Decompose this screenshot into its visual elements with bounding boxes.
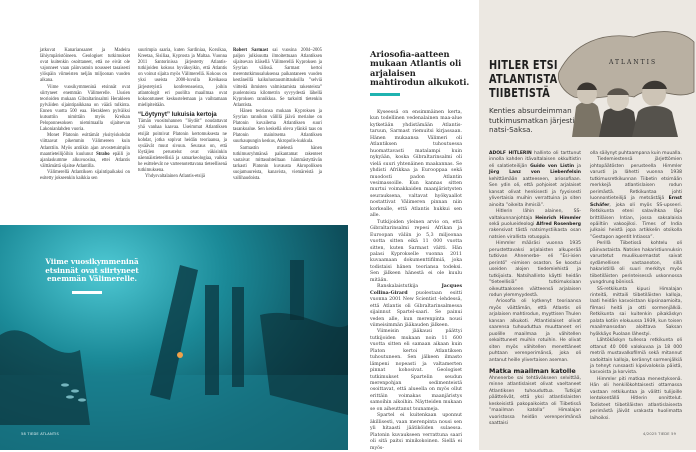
text-run: suurimpia saaria, kuten Sardiniaa, Korsikaa, Kreetaa, Sisiliaa, Kyprosta ja Maltaa. Vuonna 2011 Santorinissa järjestetty Atlantis-tutkijoiden kokous hyväksyikin, että Atlantis on voinut sijaita myös Välimerellä. Kokous on yksi useista 2000-luvulla Kreikassa järjestetyistä konferensseista, joihin atlantologit eri puolilta maailmaa ovat kokoontuneet keskustelemaan ja vaihtamaan mielipiteitään. — [138, 48, 227, 108]
paragraph — [233, 109, 322, 146]
text-run: Välimerellä Atlantiksen sijaintipaikaksi on esitetty jokseenkin kaikkia sen — [40, 169, 130, 181]
sidebar-title-line: HITLER ETSI — [489, 57, 558, 72]
paragraph — [370, 284, 462, 329]
text-run: jatkuvat Kanariansaaret ja Madeira lähiympäristöineen. Geologiset tutkimukset ovat kuitenkin osoittaneet, että ne eivät ole vajonneet vaan päinvastoin nousseet tasaisesti ylöspäin viimeisten neljän miljoonan vuoden aikana. — [40, 48, 130, 84]
bold-name: Guido von Listin — [530, 163, 575, 169]
article-column-2 — [138, 48, 227, 180]
subheading: Matka maailman katolle — [489, 366, 576, 375]
paragraph — [370, 110, 462, 220]
text-run: Hitlerin lähin alainen, SS-valtakunnanjohtaja — [489, 209, 581, 221]
text-run: puolestaan esitti vuonna 2001 New Scientist -lehdessä, että Atlantis oli Gibraltarinsalmessa sijainnut Spartel-saari. Se painui veden alle, kun merenpinta nousi viimeisimmän jääkauden jälkeen. — [370, 290, 462, 328]
paragraph — [233, 48, 322, 109]
text-run: , joka oli myös SS-upseeri. Retkikunta eteni salavihkaa läpi brittiläisen Intian, jossa saksalaisia epäiltiin vakoojiksi. Times of India julkaisi heistä jopa artikkelin otsikolla ”Gestapon agentit Intiassa”. — [590, 202, 682, 240]
text-run: Viime vuosikymmeninä etsinnät ovat siirtyneet enemmän Välimerelle. Uusien teorioiden mukaan Gibraltarinsalmi Herakleen pylväiden sijaintipaikkana on väärä tulkinta. Ennen vuotta 500 eaa. Herakleen pylväiksi kutsuttiin nimittäin myös Kreikan Peloponnesoksen niemimaalla sijaitsevan Lakonianlahden vuoria. — [40, 84, 130, 133]
caption-rule — [72, 291, 102, 294]
sidebar-column-1 — [489, 151, 581, 428]
paragraph — [40, 170, 130, 182]
sidebar-title — [489, 58, 558, 100]
paragraph — [489, 299, 581, 364]
sidebar-column-2 — [590, 151, 682, 422]
paragraph — [138, 174, 227, 180]
paragraph — [370, 220, 462, 285]
bold-name: Ernst Schäfer — [590, 196, 682, 208]
text-run: Lähtökäskyn tullessa retkikunta oli ottanut 40 000 valokuvaa ja 18 000 metriä mustavalkofilmiä sekä mitannut sadoittain kalloja, kerännyt sormenjälkiä ja tehnyt runsaasti kipsivaloksia päistä, kasvoista ja korvista. — [590, 338, 682, 376]
text-run: epäili jo ajanlaskumme alkuvuosina, ettei Atlantis välttämättä sijaitse Atlantilla. — [40, 151, 130, 169]
subheading: “Löytynyt” lukuisia kertoja — [138, 110, 217, 118]
text-run: Himmler piti matkaa menestyksenä. Hän oli henkilökohtaisesti ottamassa vastaan retkikuntaa ja välitti tulijoille lentokentällä Hitlerin onnittelut. Todisteet tiibetiläisten atlantislaisesta perimästä jäivät urakasta huolimatta laihoiksi. — [590, 376, 682, 421]
bold-name: Alfred Rosenberg — [536, 221, 581, 227]
paragraph — [489, 241, 581, 299]
paragraph — [590, 338, 682, 377]
paragraph — [590, 241, 682, 286]
bold-name: Robert Sarmast — [233, 48, 269, 53]
paragraph — [138, 119, 227, 174]
sidebar-box — [479, 0, 696, 450]
bold-name: Strabo — [96, 151, 110, 157]
paragraph — [40, 133, 130, 170]
text-run: Tutkijoiden yleinen arvio on, että Gibraltarinsalmi repesi Afrikan ja Euroopan väliin jo 5,3 miljoonaa vuotta sitten eikä 11 000 vuotta sitten, kuten Sarmast väitti. Hän palasi Kyprokselle vuonna 2011 kuvaamaan dokumenttifilmiä, joka todistaisi hänen teoriansa todeksi. Sen jälkeen hänestä ei ole kuulu mitään. — [370, 219, 462, 283]
pull-quote-rule — [370, 93, 400, 96]
text-run: Ariosofia oli kytkenyt teoriaansa myös väittämän, että Atlantis oli arjalaisen mahtirodun, myyttisen Thulen kansan alkukoti. Atlantislaiset olivat saarensa tuhouduttua muuttaneet eri puolille maailmaa ja vähitellen sekoittuneet muihin rotuihin. He olivat siten myös vähitellen menettäneet puhtaan verenperimänsä, joka oli antanut heille ylivertaisen aseman. — [489, 299, 581, 363]
text-run: Monet Platonin esittämät yksityiskohdat viittaavat pikemmin Välimereen kuin Atlanttiin. Myös antiikin ajan arvostetuimpiin maantieteilijöihin kuulunut — [40, 133, 130, 157]
text-run: sai vuosina 2004–2005 paljon julkisuutta ilmoitettuaan Atlantiksen sijaitsevan itäisellä Välimerellä Kyproksen ja Syyrian välissä. Sarmast kertoi merentutkimusaluksensa paikantaneen vuoden kestäneillä kaikuluotausmittauksilla ”selviä viitteitä ihmisten valmistamista rakenteista” puolentoista kilometrin syvyydestä lähellä Kyproksen rannikkoa. Se tarkoitti tietenkin Atlantista. — [233, 48, 322, 108]
text-run: Ranskalaistutkija — [377, 284, 442, 290]
bold-name: Jacques Collina-Girard — [370, 284, 462, 296]
text-run: Himmler määräsi vuonna 1935 perustettavaksi arjalaisten alkuperää tutkivan Ahnenerbe- eli ”Esi-isien perintö” -nimisen osaston. Se koostui useiden alojen tiedemiehistä ja tutkijoista. Natsihallinto käytti heidän ”tieteellisiä” tutkimuksiaan oikeuttaakseen väitteensä arjalaisen rodun ylemmyydestä. — [489, 241, 581, 298]
text-run: SS-retkikunta kipusi Himalajan rinteitä, mittaili tiibetiläisten kalloja, laati heidän kasvoistaan kipsinaamioita, filmasi heitä ja otti sormenjälkiä. Retkikunta sai kuitenkin pikakäskyn palata kotiin elokuussa 1939, kun toisen maailmansodan aloittava Saksan hyökkäys Puolaan lähestyi. — [590, 286, 682, 337]
article-column-1 — [40, 48, 130, 182]
sidebar-title-line: TIIBETISTÄ — [489, 85, 551, 100]
paragraph — [40, 85, 130, 134]
paragraph — [489, 151, 581, 209]
page-folio-left: 58 TIEDE ATLANTIS — [21, 432, 59, 436]
text-run: ja — [574, 163, 581, 169]
pull-quote: Ariosofia-aatteen mukaan Atlantis oli arjalaisen mahtirodun alkukoti. — [370, 49, 470, 88]
orange-fish — [177, 352, 183, 358]
text-run: Tiedemiestensä järjettömien johtopäätösten perusteella Himmler varusti ja lähetti vuonna 1938 tutkimusretkikunnan Tiibetin etsimään merkkejä atlantislaisen rodun perimästä. Retkikuntaa johti luonnontieteilijä ja metsästäjä — [590, 157, 682, 202]
paragraph — [590, 377, 682, 422]
paragraph — [370, 329, 462, 413]
text-run: Perillä Tiibetissä kohtelu oli päinvastaista. Natsien hakaristiunnuksin varustetut muulikuormastot saivat sydämellisen vastaanoton, sillä hakaristillä oli suuri merkitys myös tiibetiläisten perinteisessä uskonnossa yungdrung bönissä. — [590, 241, 682, 286]
text-run: hallinto oli tarttunut innolla kahden itävaltalaisen okkultistin eli salatieteilijän — [489, 151, 581, 169]
text-run: Tämän vuosituhannen ”löydöt” noudattavat yhä vanhaa kaavaa. Useimmat Atlantiksen etsijät poimivat Platonin kertomuksesta ne kohdat, jotka sopivat heidän teoriaansa, ja sysäävät muut sivuun. Seuraus on, että löytäjien perustelut ovat väkisinkin näennäistieteellisiä ja satuarkeologiaa, vaikka he esittelevät ne varteenotettavana tieteellisenä tutkimuksena. — [138, 119, 227, 174]
paragraph — [489, 209, 581, 241]
text-run: Sarmastin mielestä hänen tutkimusryhmänsä paikantamat rakenteet vastaivat mittasuhteiltaan hämmästyttävän tarkasti Platonin kuvausta Akropoliksen suojamuureista, kanavista, viemäreistä ja vallihaudoista. — [233, 145, 322, 181]
paragraph — [40, 48, 130, 85]
text-run: rakensivat tästä natsimystiikasta osan natsien virallista rotuoppia. — [489, 228, 581, 240]
paragraph — [138, 48, 227, 109]
text-run: Ahnenerbe sai tehtäväkseen selvittää, minne atlantislaiset olivat vaeltaneet Atlantiksen tuhouduttua. Tutkijat päättelivät, että yksi atlantislaisten keskeisistä pakopaikoista oli Tiibetissä ”maailman katolla” Himalajan vuoristossa heidän verenperimänsä saattaisi — [489, 375, 581, 427]
photo-caption: Viime vuosikymmeninä etsinnät ovat siirtyneet enemmän Välimerelle. — [45, 257, 139, 284]
article-column-3 — [233, 48, 322, 182]
paragraph — [233, 146, 322, 183]
text-run: Spartel ei kuitenkaan uponnut äkillisesti, vaan merenpinta nousi sen yli hitaasti jäätiköiden sulaessa. Platonin kuvaukseen verrattuna saari oli sitä paitsi minikokoinen. Siellä ei myös- — [370, 413, 462, 451]
paragraph — [590, 157, 682, 241]
text-run: Viimeisin jääkausi päättyi tutkijoiden mukaan noin 11 600 vuotta sitten eli samaan aikaan kuin Platon kertoi Atlantiksen tuhoutuneen. Sen jälkeen ilmasto lämpeni nopeasti ja valtamerten pinnat kohosivat. Geologiset tutkimukset Spartelin seudun merenpohjan sedimenteistä osoittavat, että alueella on myös ollut erittäin voimakas maanjäristys samoihin aikoihin. Näytteiden mukaan se on aiheuttanut tsunameja. — [370, 329, 462, 412]
bold-name: ADOLF HITLERIN — [489, 151, 532, 156]
page-folio-right: 4/2025 TIEDE 59 — [643, 432, 677, 436]
text-run: Hänen teoriansa mukaan Kyproksen ja Syyrian rannikon välillä jäävä merialue on Platonin kuvailema Atlantiksen suuri tasankoalue. Sen keskellä oleva ylänkö taas on Platonin mainitsema Atlantiksen suurkaupungin keskus, Akropolis-kukkula. — [233, 108, 322, 145]
text-run: olla säilynyt puhtaampana kuin muualla. — [590, 151, 682, 156]
text-run: kehittämään aatteeseen, ariosofiaan. Sen ydin oli, että pohjoiset arjalaiset kansat olivat henkisesti ja fyysisesti ylivertaisia muihin verrattuina ja siten ainoita ”oikeita ihmisiä”. — [489, 176, 581, 208]
sidebar-title-line: ATLANTISTA — [489, 71, 558, 86]
paragraph — [590, 287, 682, 339]
text-run: Yhdysvaltalainen Atlantis-etsijä — [145, 174, 206, 180]
article-column-4 — [370, 110, 462, 452]
paragraph — [489, 376, 581, 428]
bold-name: Heinrich Himmler — [535, 215, 581, 221]
sidebar-deck: Kenties absurdeimman tutkimusmatkan järjesti natsi-Saksa. — [489, 106, 575, 135]
text-run: Kyseessä on ensimmäinen kerta, kun todellinen vedenalainen maa-alue kytketään yhdistämään Atlantis-taruun, Sarmast riemuitsi kirjassaan. Hänen mukaansa Välimeri oli Atlantiksen tuhoutuessa huomattavasti matalampi kuin nykyään, koska Gibraltarinsalmi oli vielä suuri yhtenäinen maakannas. Se yhdisti Afrikkaa ja Eurooppaa sekä muodosti padon Atlantin vesimassoille. Kun kannas sitten murtui voimakkaiden maanjäristysten seurauksena, valtavat hyökyaallot nostattivat Välimeren pinnan niin korkealle, että Atlantis hukkui sen alle. — [370, 110, 462, 219]
text-run: sekä puolueideologi — [489, 221, 537, 227]
map-label: ATLANTIS — [609, 59, 658, 66]
bold-name: Jörg Lanz von Liebenfelsin — [489, 170, 581, 176]
paragraph — [370, 413, 462, 452]
